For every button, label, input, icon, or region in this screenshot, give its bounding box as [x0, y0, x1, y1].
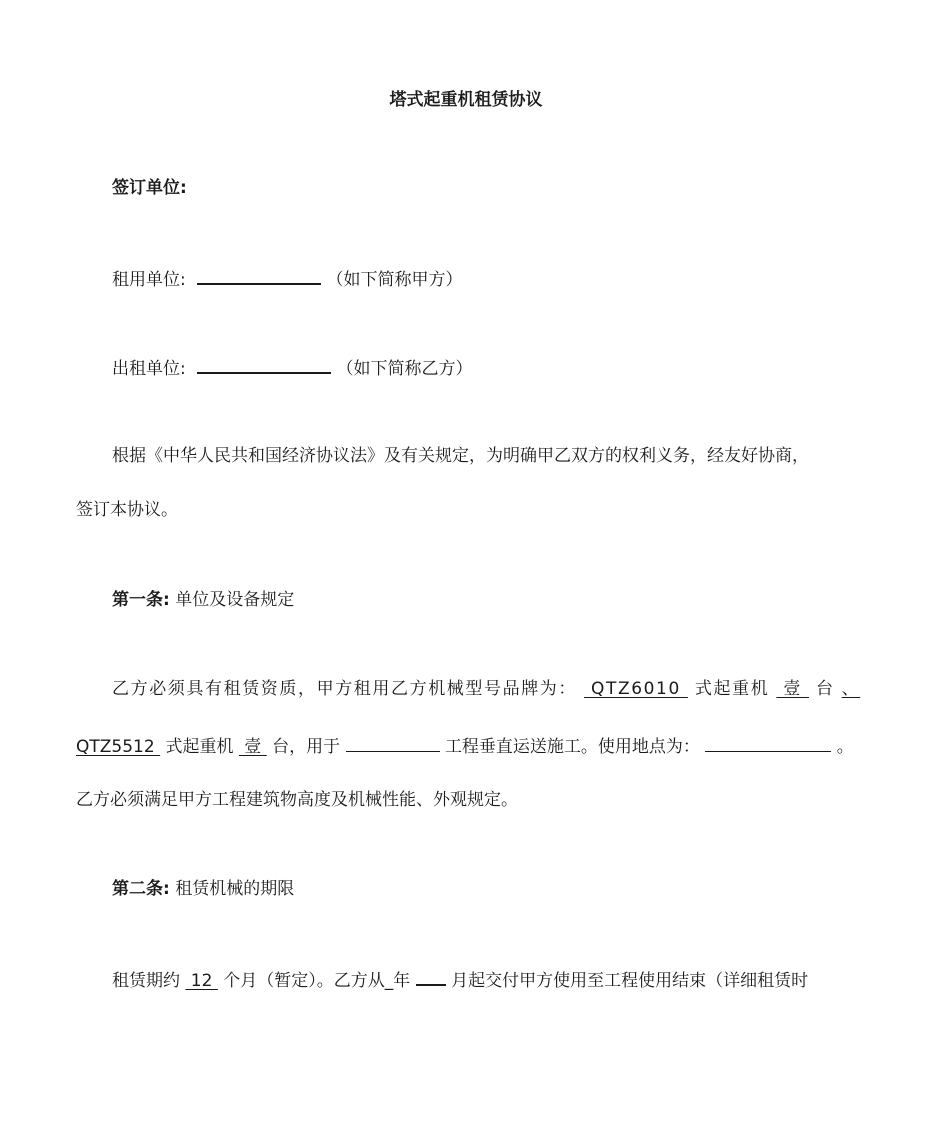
article-2-paragraph-line-1 — [112, 966, 808, 993]
article-2-title: 租赁机械的期限 — [175, 879, 295, 899]
article-1-number: 第一条: — [112, 590, 170, 610]
location-blank — [705, 733, 831, 752]
lessor-line — [112, 354, 473, 381]
project-name-blank — [346, 733, 440, 752]
lessee-line — [112, 265, 463, 292]
crane-model-1: QTZ6010 — [584, 679, 688, 699]
crane-quantity-1: 壹 — [776, 679, 809, 699]
lessee-suffix: （如下简称甲方） — [326, 270, 463, 290]
article-1-separator: 、 — [841, 679, 861, 699]
article-1-text-e: 台，用于 — [272, 737, 341, 757]
article-1-text-f: 工程垂直运送施工。使用地点为： — [444, 737, 700, 757]
article-1-text-a: 乙方必须具有租赁资质，甲方租用乙方机械型号品牌为： — [112, 679, 577, 699]
article-2-text-a: 租赁期约 — [112, 971, 180, 991]
article-2-number: 第二条: — [112, 879, 170, 899]
article-1-paragraph-line-3: 乙方必须满足甲方工程建筑物高度及机械性能、外观规定。 — [76, 790, 518, 810]
crane-quantity-2: 壹 — [238, 737, 267, 757]
lessee-label: 租用单位: — [112, 270, 186, 290]
intro-line-1: 根据《中华人民共和国经济协议法》及有关规定，为明确甲乙双方的权利义务，经友好协商， — [112, 446, 809, 466]
article-1-text-g: 。 — [836, 737, 854, 757]
article-2-heading — [112, 877, 294, 901]
signing-units-label: 签订单位: — [112, 178, 187, 198]
start-month-blank — [416, 966, 446, 986]
lease-months: 12 — [185, 971, 218, 991]
article-1-text-d: 式起重机 — [165, 737, 234, 757]
article-1-paragraph-line-2 — [76, 733, 854, 759]
lessor-suffix: （如下简称乙方） — [336, 359, 473, 379]
article-2-text-b: 个月（暂定）。乙方从_年 — [223, 971, 411, 991]
article-1-text-b: 式起重机 — [694, 679, 770, 699]
lessor-label: 出租单位: — [112, 359, 186, 379]
document-title: 塔式起重机租赁协议 — [389, 90, 543, 110]
intro-line-2: 签订本协议。 — [76, 500, 178, 520]
lessee-blank — [197, 265, 321, 285]
crane-model-2: QTZ5512 — [76, 737, 161, 757]
article-2-text-c: 月起交付甲方使用至工程使用结束（详细租赁时 — [451, 971, 809, 991]
article-1-text-c: 台 — [815, 679, 835, 699]
article-1-title: 单位及设备规定 — [175, 590, 295, 610]
lessor-blank — [197, 354, 331, 374]
article-1-paragraph-line-1 — [112, 677, 860, 701]
article-1-heading — [112, 588, 294, 612]
